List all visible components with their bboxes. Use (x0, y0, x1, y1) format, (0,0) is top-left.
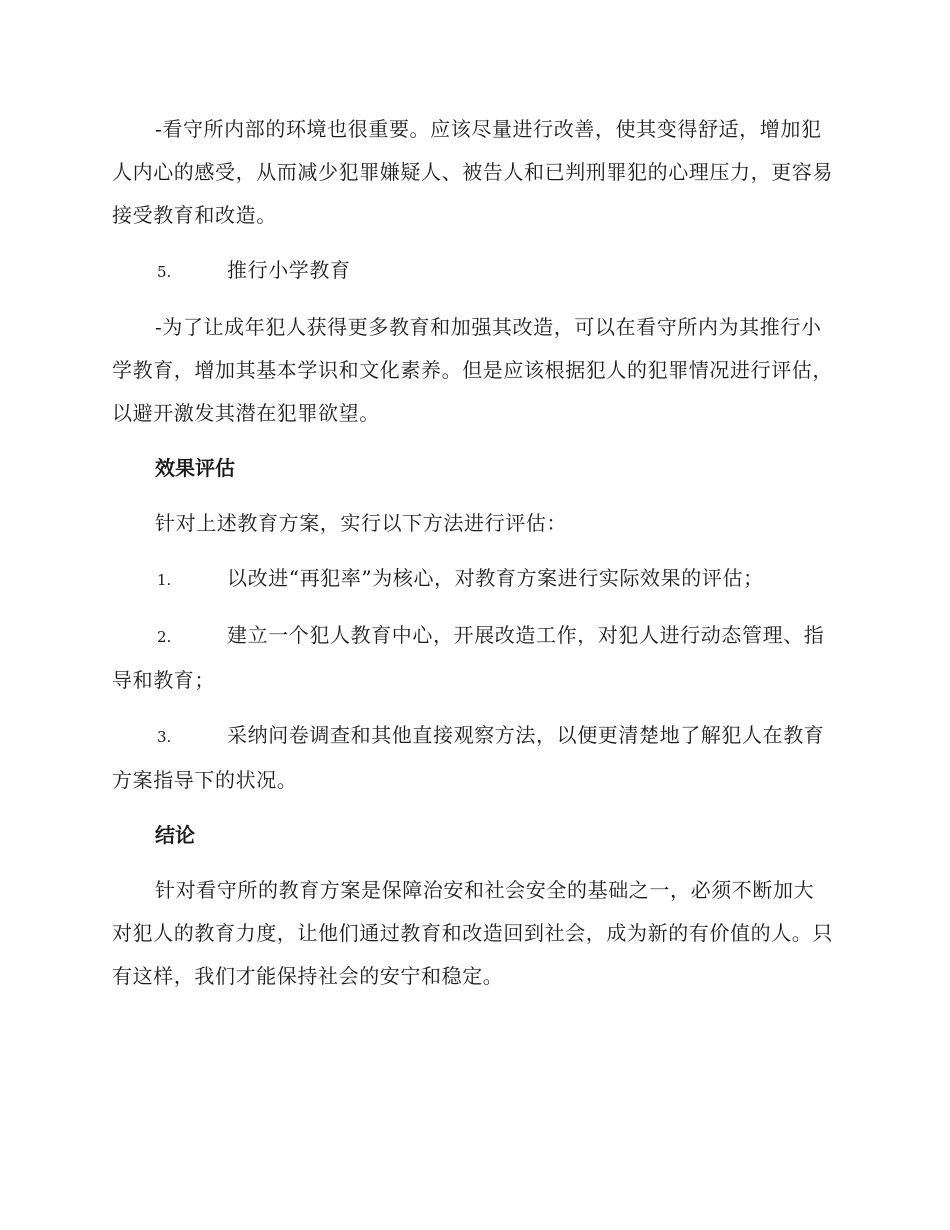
list-number: 5. (157, 263, 172, 281)
list-item-text: 以改进“再犯率”为核心，对教育方案进行实际效果的评估； (227, 566, 764, 590)
paragraph-environment: -看守所内部的环境也很重要。应该尽量进行改善，使其变得舒适，增加犯人内心的感受，从而减少犯罪嫌疑人、被告人和已判刑罪犯的心理压力，更容易接受教育和改造。 (112, 117, 833, 227)
heading-conclusion: 结论 (155, 823, 195, 847)
list-number: 2. (157, 628, 172, 646)
heading-effect-evaluation: 效果评估 (155, 456, 235, 480)
list-item-text: 推行小学教育 (227, 258, 351, 282)
list-item-eval-3 (112, 714, 834, 802)
paragraph-primary-education: -为了让成年犯人获得更多教育和加强其改造，可以在看守所内为其推行小学教育，增加其基本学识和文化素养。但是应该根据犯人的犯罪情况进行评估，以避开激发其潜在犯罪欲望。 (112, 315, 833, 425)
list-item-eval-2 (112, 614, 834, 702)
paragraph-conclusion: 针对看守所的教育方案是保障治安和社会安全的基础之一，必须不断加大对犯人的教育力度，让他们通过教育和改造回到社会，成为新的有价值的人。只有这样，我们才能保持社会的安宁和稳定。 (112, 878, 833, 988)
list-item-text: 采纳问卷调查和其他直接观察方法，以便更清楚地了解犯人在教育方案指导下的状况。 (112, 723, 825, 792)
list-item-eval-1 (112, 557, 834, 602)
paragraph-evaluation-intro: 针对上述教育方案，实行以下方法进行评估： (155, 511, 567, 535)
list-item-primary-education (112, 249, 834, 294)
list-item-text: 建立一个犯人教育中心，开展改造工作，对犯人进行动态管理、指导和教育； (112, 623, 825, 692)
list-number: 3. (157, 728, 172, 746)
list-number: 1. (157, 571, 172, 589)
document-page (112, 108, 834, 998)
